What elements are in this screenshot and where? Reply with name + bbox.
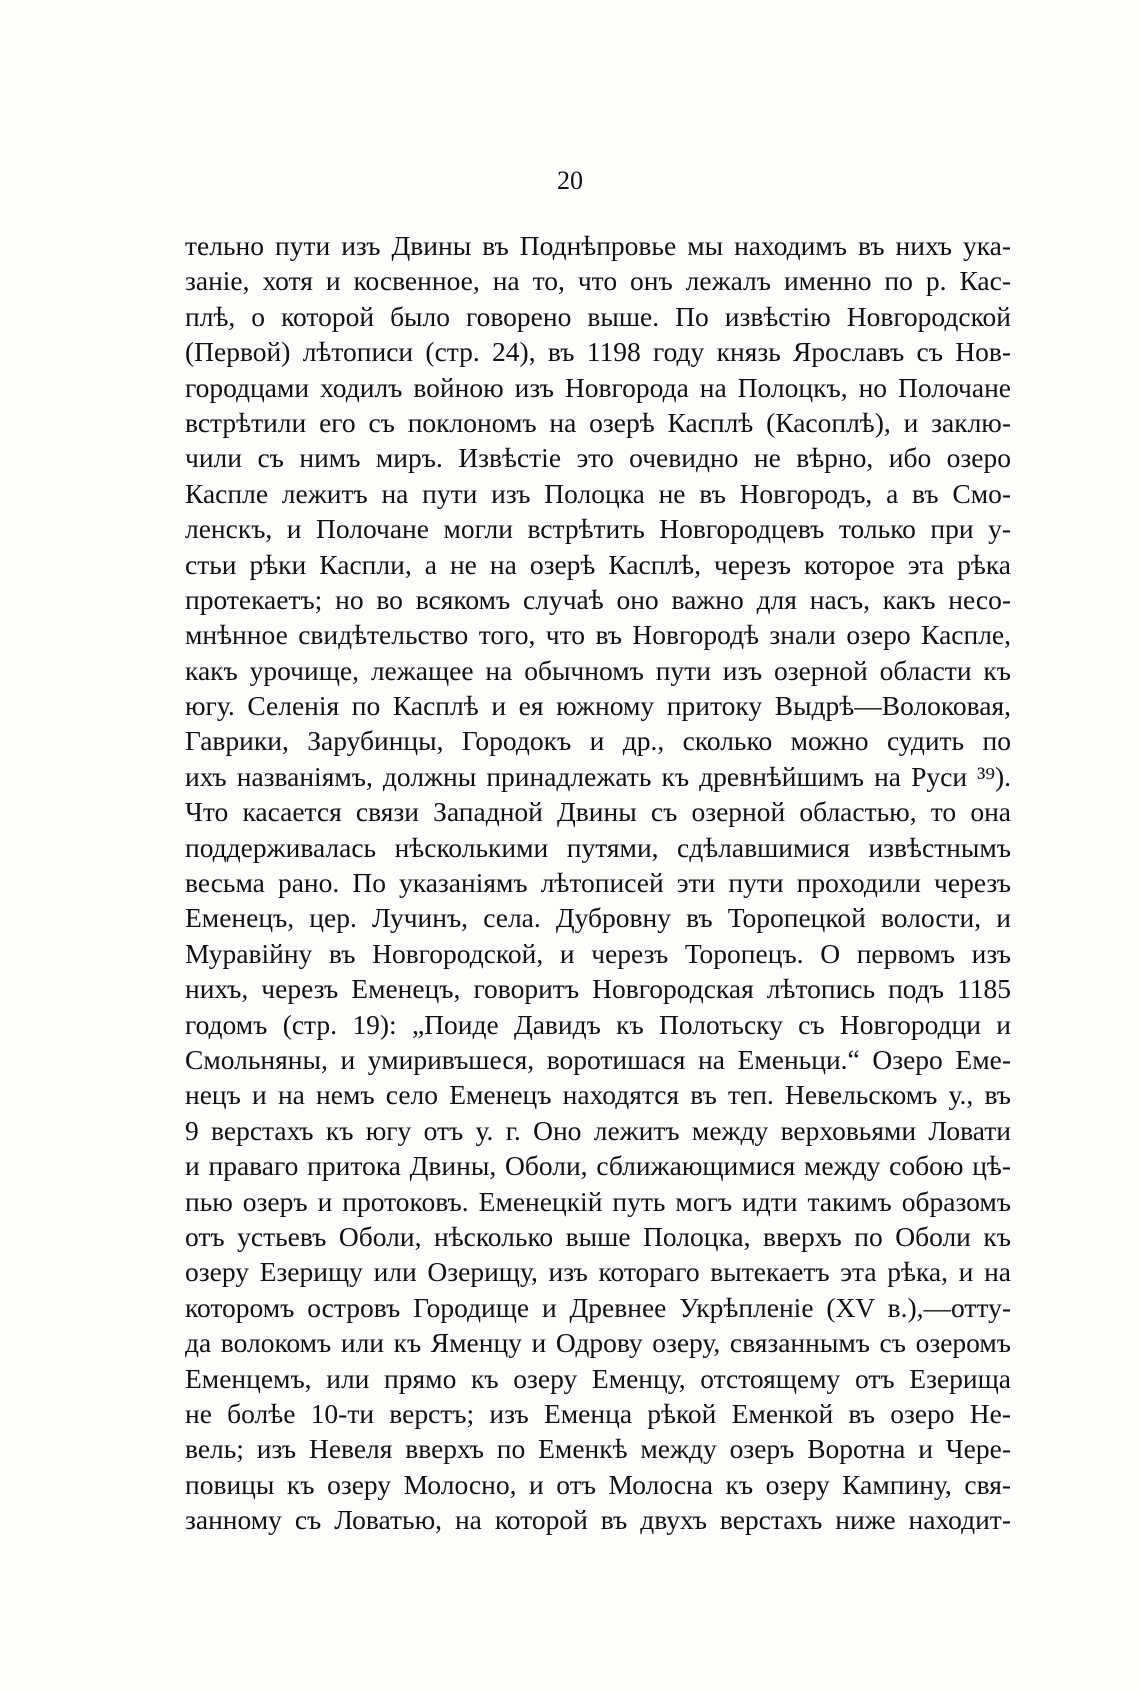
text-line: какъ урочище, лежащее на обычномъ пути изъ озерной области къ <box>185 654 1011 686</box>
text-line: (Первой) лѣтописи (стр. 24), въ 1198 году князь Ярославъ съ Нов- <box>185 336 1011 368</box>
text-line: вель; изъ Невеля вверхъ по Еменкѣ между озеръ Воротна и Чере- <box>185 1433 1011 1465</box>
text-line: озеру Езерищу или Озерищу, изъ котораго вытекаетъ эта рѣка, и на <box>185 1256 1011 1288</box>
text-line: Каспле лежитъ на пути изъ Полоцка не въ Новгородъ, а въ Смо- <box>185 477 1011 509</box>
text-line: Гаврики, Зарубинцы, Городокъ и др., сколько можно судить по <box>185 725 1011 757</box>
text-line: заніе, хотя и косвенное, на то, что онъ лежалъ именно по р. Кас- <box>185 265 1011 297</box>
text-line: стьи рѣки Каспли, а не на озерѣ Касплѣ, черезъ которое эта рѣка <box>185 548 1011 580</box>
text-line: нецъ и на немъ село Еменецъ находятся въ теп. Невельскомъ у., въ <box>185 1079 1011 1111</box>
text-line: и праваго притока Двины, Оболи, сближающимися между собою цѣ- <box>185 1150 1011 1182</box>
text-line: ленскъ, и Полочане могли встрѣтить Новгородцевъ только при у- <box>185 513 1011 545</box>
text-line: мнѣнное свидѣтельство того, что въ Новгородѣ знали озеро Каспле, <box>185 619 1011 651</box>
text-line: Что касается связи Западной Двины съ озерной областью, то она <box>185 796 1011 828</box>
text-line: югу. Селенія по Касплѣ и ея южному притоку Выдрѣ—Волоковая, <box>185 690 1011 722</box>
text-line: ихъ названіямъ, должны принадлежать къ древнѣйшимъ на Руси ³⁹). <box>185 760 1011 792</box>
text-line: Еменцемъ, или прямо къ озеру Еменцу, отстоящему отъ Езерища <box>185 1362 1011 1394</box>
text-line: Еменецъ, цер. Лучинъ, села. Дубровну въ Торопецкой волости, и <box>185 902 1011 934</box>
text-line: чили съ нимъ миръ. Извѣстіе это очевидно не вѣрно, ибо озеро <box>185 442 1011 474</box>
text-line: встрѣтили его съ поклономъ на озерѣ Касплѣ (Касоплѣ), и заклю- <box>185 406 1011 438</box>
text-line: 9 верстахъ къ югу отъ у. г. Оно лежитъ между верховьями Ловати <box>185 1114 1011 1146</box>
text-line: не болѣе 10-ти верстъ; изъ Еменца рѣкой Еменкой въ озеро Не- <box>185 1397 1011 1429</box>
text-line: городцами ходилъ войною изъ Новгорода на Полоцкъ, но Полочане <box>185 371 1011 403</box>
text-line: протекаетъ; но во всякомъ случаѣ оно важно для насъ, какъ несо- <box>185 583 1011 615</box>
text-line: которомъ островъ Городище и Древнее Укрѣпленіе (XV в.),—отту- <box>185 1291 1011 1323</box>
text-line: тельно пути изъ Двины въ Поднѣпровье мы находимъ въ нихъ ука- <box>185 230 1011 261</box>
text-line: весьма рано. По указаніямъ лѣтописей эти пути проходили черезъ <box>185 867 1011 899</box>
text-line: отъ устьевъ Оболи, нѣсколько выше Полоцка, вверхъ по Оболи къ <box>185 1220 1011 1252</box>
text-line: да волокомъ или къ Яменцу и Одрову озеру, связаннымъ съ озеромъ <box>185 1327 1011 1359</box>
text-line: занному съ Ловатью, на которой въ двухъ верстахъ ниже находит- <box>185 1504 1011 1536</box>
text-line: повицы къ озеру Молосно, и отъ Молосна къ озеру Кампину, свя- <box>185 1468 1011 1500</box>
text-line: Смольняны, и умиривъшеся, воротишася на Еменьци.“ Озеро Еме- <box>185 1043 1011 1075</box>
text-line: нихъ, черезъ Еменецъ, говоритъ Новгородская лѣтопись подъ 1185 <box>185 973 1011 1005</box>
page-number: 20 <box>557 166 583 195</box>
text-line: годомъ (стр. 19): „Поиде Давидъ къ Полотьску съ Новгородци и <box>185 1008 1011 1040</box>
body-text <box>185 228 1011 1537</box>
text-line: плѣ, о которой было говорено выше. По извѣстію Новгородской <box>185 300 1011 332</box>
text-line: Муравійну въ Новгородской, и черезъ Торопецъ. О первомъ изъ <box>185 937 1011 969</box>
text-line: пью озеръ и протоковъ. Еменецкій путь могъ идти такимъ образомъ <box>185 1185 1011 1217</box>
text-line: поддерживалась нѣсколькими путями, сдѣлавшимися извѣстнымъ <box>185 831 1011 863</box>
